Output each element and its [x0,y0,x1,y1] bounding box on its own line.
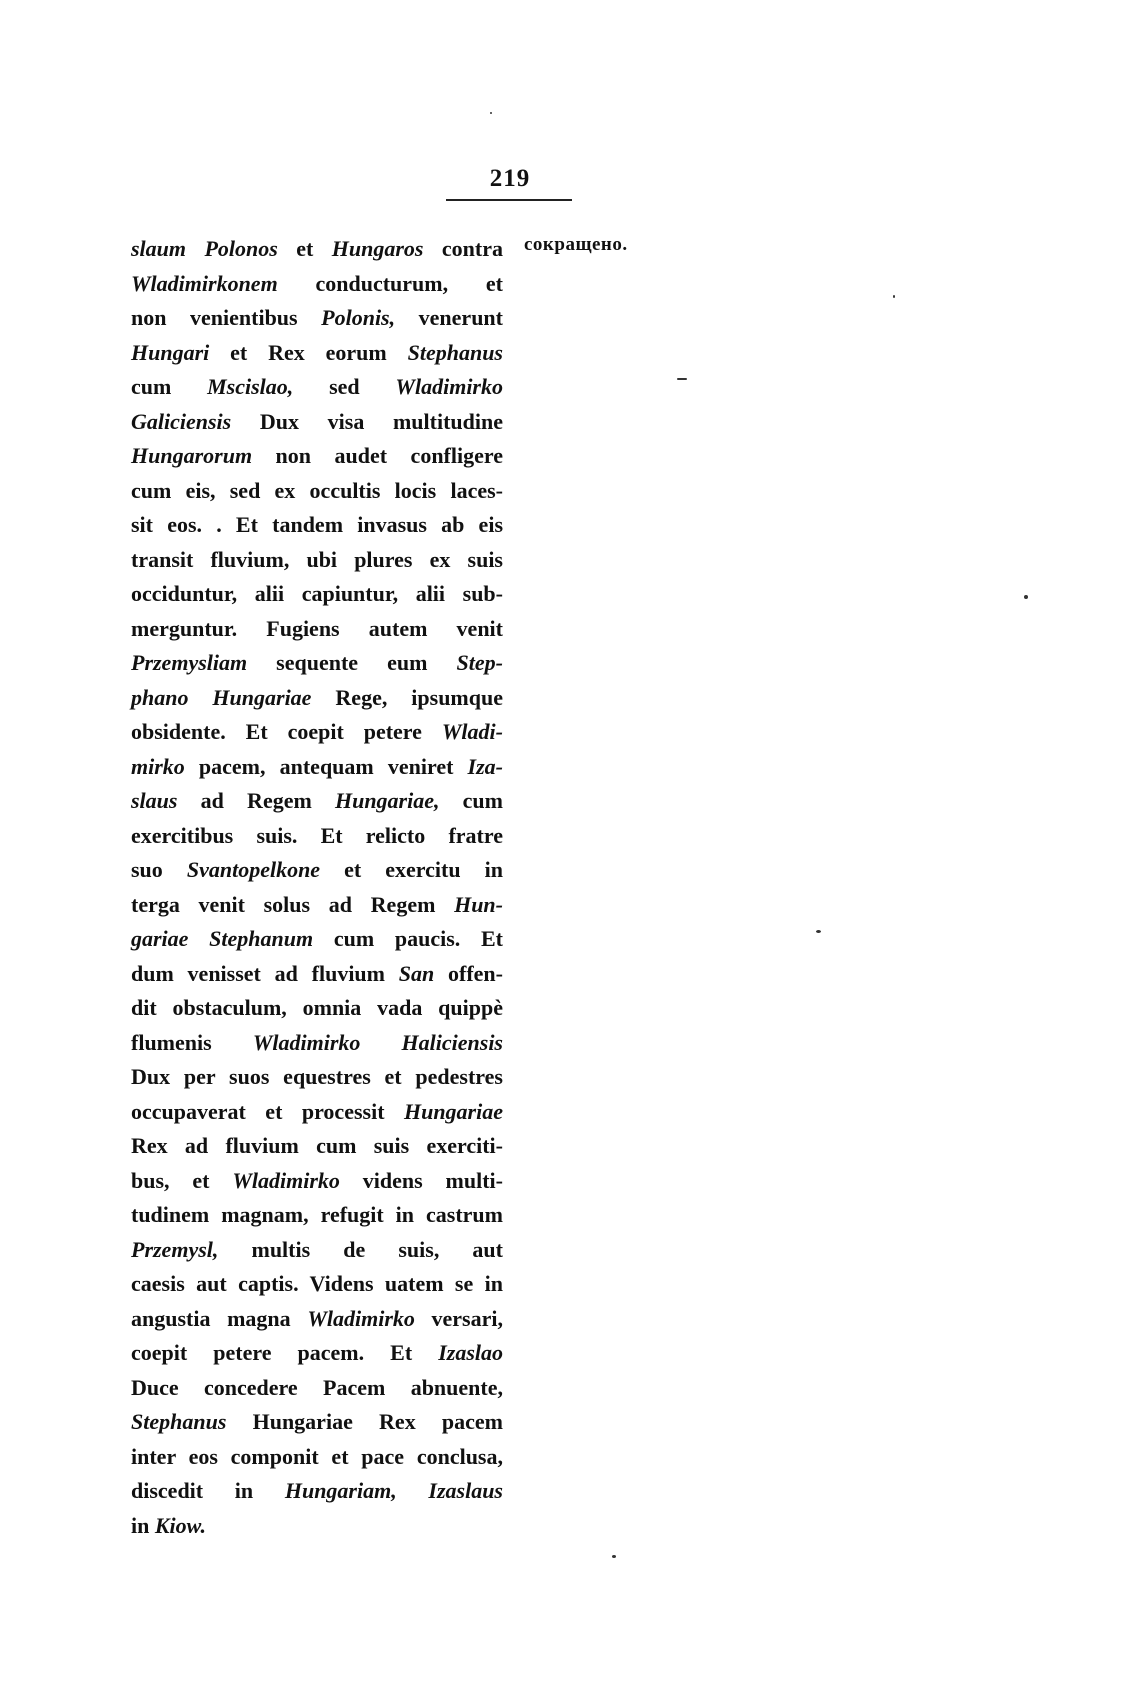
text-segment: contra [423,236,504,261]
text-line [131,1026,503,1061]
italic-text-segment: Hungariae [403,1098,503,1124]
scan-speck [1024,595,1028,599]
text-segment: exercitibus suis. Et relicto fratre [131,822,503,848]
body-text [131,232,503,1543]
text-line [131,1371,503,1406]
italic-text-segment: gariae Stephanum [131,926,314,951]
text-line [131,922,503,957]
italic-text-segment: Stephanus [131,1409,227,1434]
text-line [131,267,503,302]
scan-speck [612,1555,616,1558]
text-line [131,715,503,750]
text-segment: obsidente. Et coepit petere [131,719,442,744]
italic-text-segment: Step- [456,650,503,675]
text-line [131,1474,503,1509]
text-line [131,1060,503,1095]
text-segment: non audet confligere [252,443,503,468]
text-line [131,1233,503,1268]
italic-text-segment: Iza- [467,753,503,779]
scan-speck [893,295,895,298]
italic-text-segment: Hun- [454,891,503,917]
header-rule [446,199,572,201]
text-line [131,370,503,405]
italic-text-segment: Hungariam, Izaslaus [284,1478,503,1503]
italic-text-segment: Kiow. [154,1512,207,1538]
text-segment: cum [131,374,208,399]
text-segment: cum [439,788,503,813]
text-line [131,1405,503,1440]
italic-text-segment: Hungariae, [334,788,440,813]
page-number: 219 [489,165,531,192]
text-segment: angustia magna [131,1305,308,1331]
scan-speck [677,378,687,380]
text-segment: dum venisset ad fluvium [131,960,399,986]
text-line [131,1095,503,1130]
text-line [131,1164,503,1199]
text-segment: occiduntur, alii capiuntur, alii sub- [131,581,503,606]
text-line [131,957,503,992]
text-segment: venerunt [395,305,503,330]
text-line [131,1509,503,1544]
text-segment: coepit petere pacem. Et [131,1340,439,1365]
text-segment: tudinem magnam, refugit in castrum [131,1202,503,1227]
text-line [131,612,503,647]
text-segment: suo [131,857,187,882]
italic-text-segment: Wladimirko [307,1305,415,1331]
italic-text-segment: Przemysl, [131,1236,219,1262]
text-line [131,1198,503,1233]
italic-text-segment: slaum Polonos [131,236,278,261]
text-line [131,336,503,371]
italic-text-segment: Mscislao, [207,374,294,399]
text-line [131,301,503,336]
text-segment: cum eis, sed ex occultis locis laces- [131,477,503,503]
italic-text-segment: Wladi- [441,719,503,744]
text-line [131,1336,503,1371]
text-line [131,474,503,509]
text-line [131,888,503,923]
marginal-note: сокращено. [524,234,628,255]
text-segment: multis de suis, aut [218,1236,503,1262]
italic-text-segment: Stephanus [407,339,503,365]
text-line [131,750,503,785]
text-segment: sit eos. . Et tandem invasus ab eis [131,512,503,537]
text-line [131,784,503,819]
text-segment: Hungariae Rex pacem [226,1409,503,1434]
text-line [131,439,503,474]
text-segment: offen- [434,960,503,986]
italic-text-segment: San [398,960,435,986]
text-segment: sequente eum [247,650,457,675]
text-segment: sed [293,374,396,399]
text-segment: versari, [414,1305,503,1331]
italic-text-segment: phano Hungariae [131,684,312,710]
text-segment: in [131,1512,155,1538]
text-segment: et [277,236,332,261]
text-segment: occupaverat et processit [131,1098,404,1124]
text-segment: et exercitu in [320,857,503,882]
text-line [131,232,503,267]
italic-text-segment: Wladimirko [395,374,503,399]
text-segment: videns multi- [339,1167,503,1193]
text-segment: Rege, ipsumque [311,684,503,710]
italic-text-segment: Wladimirko Haliciensis [252,1029,503,1055]
text-line [131,819,503,854]
text-line [131,1440,503,1475]
scan-speck [490,112,492,114]
text-segment: transit fluvium, ubi plures ex suis [131,546,503,572]
text-segment: dit obstaculum, omnia vada quippè [131,995,503,1020]
text-segment: Dux visa multitudine [231,408,503,434]
italic-text-segment: mirko [131,753,185,779]
italic-text-segment: Izaslao [438,1340,503,1365]
text-line [131,577,503,612]
text-segment: inter eos componit et pace conclusa, [131,1443,503,1469]
text-line [131,1267,503,1302]
text-segment: merguntur. Fugiens autem venit [131,615,503,641]
text-segment: caesis aut captis. Videns uatem se in [131,1271,503,1296]
italic-text-segment: Polonis, [321,305,396,330]
text-segment: conducturum, et [277,270,503,296]
text-segment: Rex ad fluvium cum suis exerciti- [131,1133,503,1158]
text-segment: pacem, antequam veniret [184,753,468,779]
text-line [131,405,503,440]
text-line [131,1129,503,1164]
text-segment: et Rex eorum [209,339,408,365]
italic-text-segment: Galiciensis [131,408,232,434]
italic-text-segment: Wladimirkonem [131,270,278,296]
italic-text-segment: Hungari [131,339,210,365]
text-line [131,543,503,578]
italic-text-segment: Hungarorum [131,443,253,468]
italic-text-segment: Przemysliam [131,650,248,675]
scan-speck [816,930,821,933]
text-segment: flumenis [131,1029,253,1055]
text-segment: non venientibus [131,305,322,330]
italic-text-segment: Wladimirko [232,1167,340,1193]
text-segment: discedit in [131,1478,285,1503]
text-line [131,853,503,888]
text-line [131,1302,503,1337]
italic-text-segment: Hungaros [331,236,424,261]
italic-text-segment: Svantopelkone [186,857,321,882]
italic-text-segment: slaus [131,788,178,813]
text-line [131,646,503,681]
text-segment: Dux per suos equestres et pedestres [131,1064,503,1089]
text-segment: bus, et [131,1167,233,1193]
text-line [131,991,503,1026]
text-line [131,508,503,543]
text-segment: ad Regem [177,788,335,813]
text-line [131,681,503,716]
text-segment: Duce concedere Pacem abnuente, [131,1374,503,1400]
text-segment: terga venit solus ad Regem [131,891,455,917]
text-segment: cum paucis. Et [313,926,503,951]
